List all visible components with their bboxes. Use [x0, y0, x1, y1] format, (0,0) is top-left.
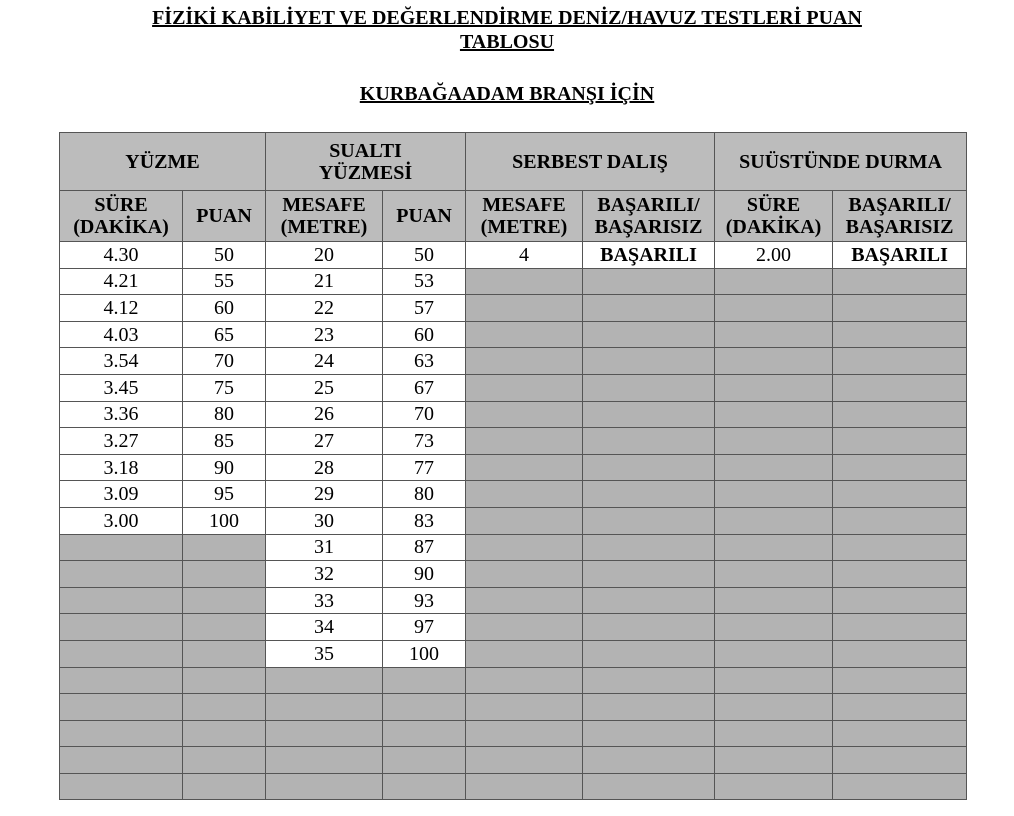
empty-cell [60, 773, 183, 800]
cell-sualti-puan: 53 [383, 268, 466, 295]
cell-suustunde-sure: 2.00 [715, 242, 833, 269]
score-table [59, 132, 967, 800]
table-row [60, 534, 967, 561]
empty-cell [715, 428, 833, 455]
empty-cell [466, 348, 583, 375]
empty-cell [466, 481, 583, 508]
empty-cell [833, 720, 967, 747]
empty-cell [715, 268, 833, 295]
empty-cell [833, 348, 967, 375]
empty-cell [833, 587, 967, 614]
empty-cell [60, 640, 183, 667]
empty-cell [183, 534, 266, 561]
col-yuzme-puan: PUAN [183, 191, 266, 242]
empty-cell [383, 694, 466, 721]
table-row [60, 428, 967, 455]
cell-sualti-mesafe: 22 [266, 295, 383, 322]
empty-cell [715, 773, 833, 800]
empty-cell [833, 773, 967, 800]
empty-cell [583, 720, 715, 747]
empty-cell [60, 720, 183, 747]
cell-sualti-mesafe: 21 [266, 268, 383, 295]
empty-cell [383, 667, 466, 694]
table-row [60, 268, 967, 295]
cell-yuzme-puan: 100 [183, 507, 266, 534]
group-yuzme: YÜZME [60, 133, 266, 191]
empty-cell [183, 640, 266, 667]
table-row [60, 667, 967, 694]
empty-cell [466, 374, 583, 401]
empty-cell [583, 534, 715, 561]
cell-sualti-mesafe: 25 [266, 374, 383, 401]
cell-serbest-sonuc: BAŞARILI [583, 242, 715, 269]
table-row [60, 348, 967, 375]
empty-cell [583, 268, 715, 295]
cell-sualti-puan: 73 [383, 428, 466, 455]
empty-cell [183, 747, 266, 774]
empty-cell [466, 454, 583, 481]
empty-cell [266, 747, 383, 774]
cell-sualti-mesafe: 23 [266, 321, 383, 348]
cell-yuzme-sure: 4.21 [60, 268, 183, 295]
table-row [60, 640, 967, 667]
empty-cell [715, 321, 833, 348]
empty-cell [466, 747, 583, 774]
cell-sualti-mesafe: 28 [266, 454, 383, 481]
cell-sualti-mesafe: 33 [266, 587, 383, 614]
cell-yuzme-sure: 3.27 [60, 428, 183, 455]
cell-sualti-puan: 97 [383, 614, 466, 641]
cell-sualti-puan: 50 [383, 242, 466, 269]
cell-serbest-mesafe: 4 [466, 242, 583, 269]
cell-sualti-mesafe: 30 [266, 507, 383, 534]
empty-cell [715, 720, 833, 747]
empty-cell [60, 694, 183, 721]
cell-sualti-mesafe: 20 [266, 242, 383, 269]
cell-yuzme-sure: 4.12 [60, 295, 183, 322]
empty-cell [466, 667, 583, 694]
empty-cell [466, 268, 583, 295]
empty-cell [466, 640, 583, 667]
empty-cell [583, 428, 715, 455]
empty-cell [466, 720, 583, 747]
table-row [60, 242, 967, 269]
empty-cell [715, 481, 833, 508]
cell-sualti-mesafe: 24 [266, 348, 383, 375]
col-sualti-puan: PUAN [383, 191, 466, 242]
empty-cell [715, 640, 833, 667]
empty-cell [60, 534, 183, 561]
empty-cell [715, 295, 833, 322]
cell-sualti-puan: 87 [383, 534, 466, 561]
empty-cell [266, 667, 383, 694]
cell-yuzme-puan: 90 [183, 454, 266, 481]
table-row [60, 401, 967, 428]
branch-subtitle: KURBAĞAADAM BRANŞI İÇİN [359, 83, 655, 105]
empty-cell [833, 747, 967, 774]
group-serbest: SERBEST DALIŞ [466, 133, 715, 191]
empty-cell [60, 561, 183, 588]
cell-sualti-mesafe: 34 [266, 614, 383, 641]
table-row [60, 507, 967, 534]
cell-sualti-puan: 67 [383, 374, 466, 401]
empty-cell [715, 507, 833, 534]
cell-yuzme-puan: 65 [183, 321, 266, 348]
empty-cell [715, 534, 833, 561]
empty-cell [383, 773, 466, 800]
cell-yuzme-sure: 3.54 [60, 348, 183, 375]
cell-sualti-puan: 93 [383, 587, 466, 614]
cell-sualti-mesafe: 27 [266, 428, 383, 455]
empty-cell [466, 534, 583, 561]
empty-cell [183, 667, 266, 694]
empty-cell [833, 295, 967, 322]
cell-sualti-puan: 57 [383, 295, 466, 322]
empty-cell [833, 640, 967, 667]
empty-cell [466, 321, 583, 348]
col-yuzme-sure: SÜRE (DAKİKA) [60, 191, 183, 242]
cell-sualti-puan: 77 [383, 454, 466, 481]
cell-suustunde-sonuc: BAŞARILI [833, 242, 967, 269]
empty-cell [60, 747, 183, 774]
empty-cell [715, 614, 833, 641]
table-row [60, 773, 967, 800]
empty-cell [266, 694, 383, 721]
empty-cell [833, 561, 967, 588]
empty-cell [833, 428, 967, 455]
empty-cell [583, 614, 715, 641]
document-title-cont: TABLOSU [459, 31, 555, 53]
table-row [60, 587, 967, 614]
cell-sualti-puan: 90 [383, 561, 466, 588]
empty-cell [183, 720, 266, 747]
empty-cell [833, 534, 967, 561]
cell-sualti-puan: 83 [383, 507, 466, 534]
table-row [60, 454, 967, 481]
empty-cell [833, 507, 967, 534]
cell-yuzme-puan: 60 [183, 295, 266, 322]
table-row [60, 694, 967, 721]
empty-cell [466, 561, 583, 588]
empty-cell [833, 321, 967, 348]
table-row [60, 720, 967, 747]
cell-yuzme-sure: 3.36 [60, 401, 183, 428]
empty-cell [715, 348, 833, 375]
cell-sualti-puan: 63 [383, 348, 466, 375]
empty-cell [715, 694, 833, 721]
empty-cell [833, 481, 967, 508]
table-row [60, 374, 967, 401]
empty-cell [715, 561, 833, 588]
empty-cell [583, 481, 715, 508]
col-sualti-mesafe: MESAFE (METRE) [266, 191, 383, 242]
empty-cell [583, 348, 715, 375]
empty-cell [183, 773, 266, 800]
cell-sualti-puan: 100 [383, 640, 466, 667]
empty-cell [715, 401, 833, 428]
empty-cell [715, 374, 833, 401]
cell-yuzme-sure: 3.00 [60, 507, 183, 534]
table-row [60, 561, 967, 588]
col-serbest-sonuc: BAŞARILI/ BAŞARISIZ [583, 191, 715, 242]
cell-yuzme-puan: 70 [183, 348, 266, 375]
col-suustunde-sonuc: BAŞARILI/ BAŞARISIZ [833, 191, 967, 242]
empty-cell [266, 773, 383, 800]
empty-cell [833, 454, 967, 481]
empty-cell [583, 295, 715, 322]
cell-sualti-mesafe: 32 [266, 561, 383, 588]
empty-cell [583, 694, 715, 721]
empty-cell [833, 667, 967, 694]
cell-yuzme-puan: 80 [183, 401, 266, 428]
empty-cell [583, 640, 715, 667]
empty-cell [833, 694, 967, 721]
cell-yuzme-sure: 4.03 [60, 321, 183, 348]
empty-cell [833, 374, 967, 401]
empty-cell [266, 720, 383, 747]
cell-yuzme-puan: 50 [183, 242, 266, 269]
empty-cell [833, 614, 967, 641]
empty-cell [466, 295, 583, 322]
empty-cell [833, 401, 967, 428]
cell-yuzme-sure: 3.45 [60, 374, 183, 401]
cell-yuzme-sure: 3.18 [60, 454, 183, 481]
empty-cell [383, 747, 466, 774]
empty-cell [60, 667, 183, 694]
empty-cell [466, 428, 583, 455]
empty-cell [60, 614, 183, 641]
empty-cell [583, 507, 715, 534]
empty-cell [715, 747, 833, 774]
table-row [60, 481, 967, 508]
empty-cell [583, 773, 715, 800]
cell-sualti-mesafe: 29 [266, 481, 383, 508]
empty-cell [583, 587, 715, 614]
cell-yuzme-puan: 55 [183, 268, 266, 295]
empty-cell [466, 401, 583, 428]
cell-yuzme-sure: 4.30 [60, 242, 183, 269]
empty-cell [466, 587, 583, 614]
empty-cell [583, 454, 715, 481]
empty-cell [183, 561, 266, 588]
empty-cell [715, 454, 833, 481]
table-row [60, 614, 967, 641]
table-row [60, 295, 967, 322]
cell-sualti-mesafe: 26 [266, 401, 383, 428]
col-serbest-mesafe: MESAFE (METRE) [466, 191, 583, 242]
col-suustunde-sure: SÜRE (DAKİKA) [715, 191, 833, 242]
cell-yuzme-puan: 95 [183, 481, 266, 508]
cell-sualti-puan: 60 [383, 321, 466, 348]
empty-cell [466, 507, 583, 534]
empty-cell [183, 614, 266, 641]
empty-cell [383, 720, 466, 747]
cell-sualti-mesafe: 31 [266, 534, 383, 561]
empty-cell [183, 694, 266, 721]
group-suustunde: SUÜSTÜNDE DURMA [715, 133, 967, 191]
empty-cell [60, 587, 183, 614]
empty-cell [583, 401, 715, 428]
empty-cell [583, 747, 715, 774]
cell-yuzme-puan: 85 [183, 428, 266, 455]
empty-cell [715, 667, 833, 694]
cell-yuzme-puan: 75 [183, 374, 266, 401]
cell-yuzme-sure: 3.09 [60, 481, 183, 508]
group-sualti: SUALTI YÜZMESİ [266, 133, 466, 191]
document-title: FİZİKİ KABİLİYET VE DEĞERLENDİRME DENİZ/HAVUZ TESTLERİ PUAN [152, 7, 862, 29]
table-row [60, 321, 967, 348]
empty-cell [583, 667, 715, 694]
empty-cell [583, 561, 715, 588]
table-row [60, 747, 967, 774]
empty-cell [833, 268, 967, 295]
empty-cell [183, 587, 266, 614]
empty-cell [466, 694, 583, 721]
empty-cell [583, 374, 715, 401]
cell-sualti-mesafe: 35 [266, 640, 383, 667]
empty-cell [715, 587, 833, 614]
empty-cell [583, 321, 715, 348]
empty-cell [466, 614, 583, 641]
cell-sualti-puan: 70 [383, 401, 466, 428]
cell-sualti-puan: 80 [383, 481, 466, 508]
empty-cell [466, 773, 583, 800]
score-table-body [60, 242, 967, 800]
